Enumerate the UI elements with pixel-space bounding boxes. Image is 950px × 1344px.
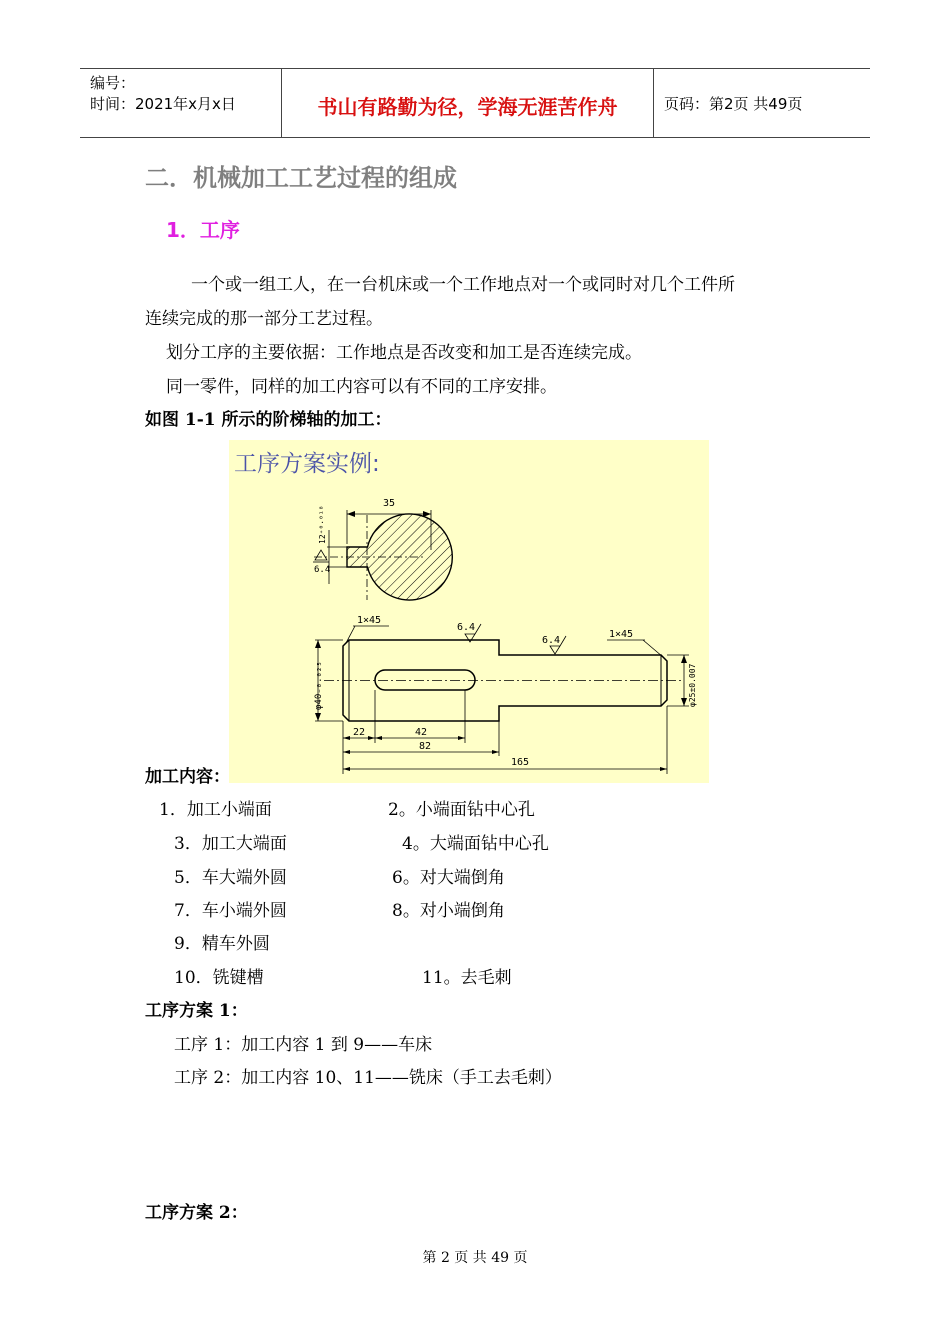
section-title: 二．机械加工工艺过程的组成 <box>145 164 457 192</box>
list-item: 7．车小端外圆 <box>174 901 287 921</box>
header-table <box>80 68 870 138</box>
roughness-6-4-small: 6.4 <box>542 635 561 646</box>
dim-165: 165 <box>511 757 530 768</box>
definition-line-1: 一个或一组工人，在一台机床或一个工作地点对一个或同时对几个工件所 <box>191 275 735 295</box>
dia-40: φ40₋₀.₀₂₅ <box>314 661 324 710</box>
definition-line-2: 连续完成的那一部分工艺过程。 <box>145 309 383 329</box>
list-item: 8。对小端倒角 <box>392 901 505 921</box>
plan-1-step-1: 工序 1：加工内容 1 到 9——车床 <box>174 1035 433 1055</box>
roughness-6-4-large: 6.4 <box>457 622 476 633</box>
basis-paragraph: 划分工序的主要依据：工作地点是否改变和加工是否连续完成。 <box>166 343 642 363</box>
cross-section <box>313 498 452 600</box>
list-item: 10．铣键槽 <box>174 968 264 988</box>
dim-keyway-width: 12⁺⁰·⁰¹⁸ <box>318 505 327 544</box>
dim-22: 22 <box>353 727 366 738</box>
page-footer: 第 2 页 共 49 页 <box>422 1250 528 1266</box>
same-part-paragraph: 同一零件，同样的加工内容可以有不同的工序安排。 <box>166 377 557 397</box>
plan-2-title: 工序方案 2： <box>145 1203 248 1223</box>
shaft-drawing <box>229 440 709 783</box>
chamfer-right: 1×45 <box>609 629 634 640</box>
dim-35: 35 <box>383 498 396 509</box>
dim-82: 82 <box>419 741 432 752</box>
stepped-shaft-figure <box>229 440 709 783</box>
list-item: 5．车大端外圆 <box>174 868 287 888</box>
list-item: 1．加工小端面 <box>159 800 272 820</box>
dim-42: 42 <box>415 727 428 738</box>
motto-text: 书山有路勤为径，学海无涯苦作舟 <box>317 95 618 119</box>
list-item: 11。去毛刺 <box>422 968 512 988</box>
header-motto <box>282 69 654 137</box>
figure-title: 工序方案实例: <box>234 451 380 477</box>
list-item: 3．加工大端面 <box>174 834 287 854</box>
list-item: 4。大端面钻中心孔 <box>402 834 549 854</box>
plan-1-step-2: 工序 2：加工内容 10、11——铣床（手工去毛刺） <box>174 1068 562 1088</box>
roughness-6-4-keyway: 6.4 <box>314 565 331 575</box>
figure-intro: 如图 1-1 所示的阶梯轴的加工： <box>145 410 392 430</box>
list-item: 9．精车外圆 <box>174 934 270 954</box>
subsection-title: 1．工序 <box>166 218 240 242</box>
header-page-info: 页码：第2页 共49页 <box>664 95 803 113</box>
header-meta <box>80 69 282 137</box>
chamfer-left: 1×45 <box>357 615 382 626</box>
plan-1-title: 工序方案 1： <box>145 1001 248 1021</box>
list-item: 6。对大端倒角 <box>392 868 505 888</box>
number-label: 编号： <box>90 74 136 92</box>
list-item: 2。小端面钻中心孔 <box>388 800 535 820</box>
time-label: 时间：2021年x月x日 <box>90 95 236 113</box>
length-dimensions <box>343 690 667 774</box>
shaft-side-view <box>314 615 697 721</box>
content-label: 加工内容： <box>145 767 230 787</box>
dia-25: φ25±0.007 <box>688 663 697 707</box>
